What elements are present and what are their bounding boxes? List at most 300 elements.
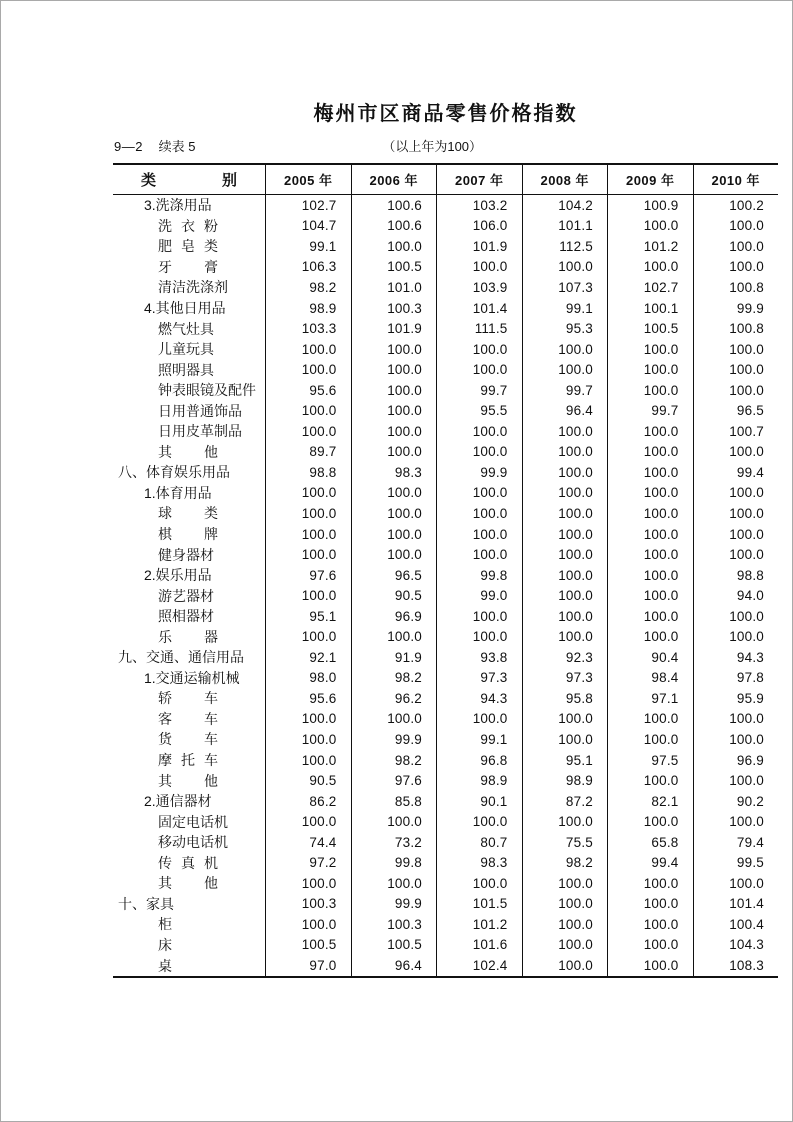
index-value-cell: 94.0 bbox=[693, 585, 779, 606]
index-value-cell: 98.9 bbox=[436, 770, 522, 791]
table-row bbox=[113, 750, 778, 771]
year-column-header: 2010 年 bbox=[693, 165, 779, 194]
table-row bbox=[113, 688, 778, 709]
row-category-cell bbox=[113, 257, 265, 278]
index-value-cell: 100.0 bbox=[607, 442, 693, 463]
row-category-cell bbox=[113, 380, 265, 401]
row-category-text: 桌 bbox=[158, 957, 172, 974]
table-row bbox=[113, 585, 778, 606]
index-value-cell: 100.0 bbox=[522, 585, 608, 606]
table-row bbox=[113, 400, 778, 421]
row-category-cell bbox=[113, 750, 265, 771]
row-category-cell bbox=[113, 216, 265, 237]
category-header-text: 类别 bbox=[141, 172, 237, 189]
index-value-cell: 104.7 bbox=[265, 216, 351, 237]
index-value-cell: 100.0 bbox=[693, 257, 779, 278]
index-value-cell: 100.0 bbox=[522, 894, 608, 915]
table-row bbox=[113, 955, 778, 976]
page-content bbox=[113, 1, 778, 978]
index-value-cell: 101.6 bbox=[436, 935, 522, 956]
index-value-cell: 100.0 bbox=[265, 503, 351, 524]
index-value-cell: 94.3 bbox=[693, 647, 779, 668]
index-value-cell: 100.0 bbox=[522, 442, 608, 463]
index-value-cell: 100.5 bbox=[351, 935, 437, 956]
index-value-cell: 106.3 bbox=[265, 257, 351, 278]
index-value-cell: 101.4 bbox=[693, 894, 779, 915]
index-value-cell: 98.2 bbox=[351, 750, 437, 771]
table-body bbox=[113, 195, 778, 976]
row-category-text: 健身器材 bbox=[158, 546, 214, 563]
table-row bbox=[113, 791, 778, 812]
index-value-cell: 101.9 bbox=[351, 318, 437, 339]
index-value-cell: 100.0 bbox=[607, 257, 693, 278]
index-value-cell: 100.0 bbox=[693, 729, 779, 750]
index-value-cell: 103.2 bbox=[436, 195, 522, 216]
index-value-cell: 100.0 bbox=[436, 811, 522, 832]
index-value-cell: 100.0 bbox=[522, 626, 608, 647]
row-category-text: 传真机 bbox=[158, 854, 218, 871]
index-value-cell: 100.0 bbox=[607, 955, 693, 976]
index-value-cell: 99.1 bbox=[522, 298, 608, 319]
index-value-cell: 99.8 bbox=[436, 565, 522, 586]
index-value-cell: 100.0 bbox=[693, 544, 779, 565]
year-column-header: 2006 年 bbox=[351, 165, 437, 194]
index-value-cell: 95.5 bbox=[436, 400, 522, 421]
index-value-cell: 100.0 bbox=[693, 442, 779, 463]
price-index-table bbox=[113, 163, 778, 978]
row-category-text: 固定电话机 bbox=[158, 813, 228, 830]
table-row bbox=[113, 298, 778, 319]
index-value-cell: 99.9 bbox=[351, 894, 437, 915]
index-value-cell: 100.0 bbox=[265, 811, 351, 832]
index-value-cell: 100.3 bbox=[351, 298, 437, 319]
table-row bbox=[113, 729, 778, 750]
row-category-cell bbox=[113, 709, 265, 730]
row-category-cell bbox=[113, 421, 265, 442]
index-value-cell: 99.9 bbox=[351, 729, 437, 750]
row-category-cell bbox=[113, 195, 265, 216]
index-value-cell: 108.3 bbox=[693, 955, 779, 976]
index-value-cell: 99.4 bbox=[693, 462, 779, 483]
row-category-cell bbox=[113, 894, 265, 915]
row-category-cell bbox=[113, 606, 265, 627]
row-category-text: 清洁洗涤剂 bbox=[158, 279, 228, 296]
index-value-cell: 101.5 bbox=[436, 894, 522, 915]
index-value-cell: 100.0 bbox=[265, 483, 351, 504]
index-value-cell: 100.0 bbox=[522, 709, 608, 730]
index-value-cell: 96.5 bbox=[693, 400, 779, 421]
index-value-cell: 96.5 bbox=[351, 565, 437, 586]
index-value-cell: 100.6 bbox=[351, 195, 437, 216]
index-value-cell: 99.4 bbox=[607, 853, 693, 874]
table-row bbox=[113, 811, 778, 832]
row-category-text: 4.其他日用品 bbox=[144, 300, 226, 316]
index-value-cell: 95.1 bbox=[522, 750, 608, 771]
row-category-cell bbox=[113, 873, 265, 894]
page-title: 梅州市区商品零售价格指数 bbox=[313, 103, 578, 125]
index-value-cell: 101.1 bbox=[522, 216, 608, 237]
table-row bbox=[113, 421, 778, 442]
year-column-header: 2009 年 bbox=[607, 165, 693, 194]
index-value-cell: 99.1 bbox=[436, 729, 522, 750]
row-category-text: 游艺器材 bbox=[158, 587, 214, 604]
index-value-cell: 73.2 bbox=[351, 832, 437, 853]
row-category-text: 牙膏 bbox=[158, 258, 218, 275]
index-value-cell: 100.0 bbox=[607, 606, 693, 627]
table-row bbox=[113, 216, 778, 237]
row-category-cell bbox=[113, 626, 265, 647]
row-category-text: 其他 bbox=[158, 875, 218, 892]
index-value-cell: 100.0 bbox=[607, 339, 693, 360]
index-value-cell: 79.4 bbox=[693, 832, 779, 853]
table-row bbox=[113, 770, 778, 791]
index-value-cell: 95.8 bbox=[522, 688, 608, 709]
table-number-line bbox=[114, 139, 195, 155]
table-row bbox=[113, 853, 778, 874]
index-value-cell: 100.0 bbox=[351, 380, 437, 401]
row-category-cell bbox=[113, 277, 265, 298]
index-value-cell: 99.9 bbox=[436, 462, 522, 483]
index-value-cell: 100.0 bbox=[436, 421, 522, 442]
row-category-text: 2.通信器材 bbox=[144, 793, 212, 810]
index-value-cell: 101.0 bbox=[351, 277, 437, 298]
index-value-cell: 100.0 bbox=[693, 873, 779, 894]
index-value-cell: 98.2 bbox=[265, 277, 351, 298]
index-value-cell: 100.0 bbox=[351, 873, 437, 894]
table-row bbox=[113, 524, 778, 545]
index-value-cell: 100.0 bbox=[351, 339, 437, 360]
index-value-cell: 65.8 bbox=[607, 832, 693, 853]
index-value-cell: 97.1 bbox=[607, 688, 693, 709]
index-value-cell: 100.0 bbox=[522, 606, 608, 627]
row-category-text: 八、体育娱乐用品 bbox=[118, 464, 230, 481]
table-row bbox=[113, 442, 778, 463]
row-category-cell bbox=[113, 483, 265, 504]
index-value-cell: 80.7 bbox=[436, 832, 522, 853]
index-value-cell: 98.0 bbox=[265, 668, 351, 689]
table-row bbox=[113, 894, 778, 915]
index-value-cell: 100.8 bbox=[693, 277, 779, 298]
index-value-cell: 100.0 bbox=[607, 544, 693, 565]
index-value-cell: 100.0 bbox=[436, 709, 522, 730]
index-value-cell: 99.7 bbox=[607, 400, 693, 421]
row-category-text: 1.体育用品 bbox=[144, 484, 212, 501]
index-value-cell: 100.0 bbox=[693, 216, 779, 237]
row-category-text: 燃气灶具 bbox=[158, 320, 214, 337]
index-value-cell: 100.0 bbox=[522, 503, 608, 524]
index-value-cell: 96.9 bbox=[351, 606, 437, 627]
index-value-cell: 100.0 bbox=[265, 709, 351, 730]
index-value-cell: 100.0 bbox=[693, 380, 779, 401]
index-value-cell: 100.0 bbox=[522, 544, 608, 565]
index-value-cell: 90.1 bbox=[436, 791, 522, 812]
row-category-cell bbox=[113, 832, 265, 853]
index-value-cell: 100.0 bbox=[607, 729, 693, 750]
index-value-cell: 92.3 bbox=[522, 647, 608, 668]
index-value-cell: 101.2 bbox=[607, 236, 693, 257]
index-value-cell: 112.5 bbox=[522, 236, 608, 257]
table-row bbox=[113, 277, 778, 298]
row-category-text: 1.交通运输机械 bbox=[144, 669, 240, 686]
index-value-cell: 100.0 bbox=[351, 400, 437, 421]
index-value-cell: 100.0 bbox=[351, 421, 437, 442]
index-value-cell: 99.7 bbox=[522, 380, 608, 401]
table-row bbox=[113, 359, 778, 380]
index-value-cell: 100.0 bbox=[693, 606, 779, 627]
index-value-cell: 101.9 bbox=[436, 236, 522, 257]
index-value-cell: 97.6 bbox=[265, 565, 351, 586]
index-value-cell: 100.0 bbox=[522, 955, 608, 976]
row-category-text: 日用普通饰品 bbox=[158, 402, 242, 419]
index-value-cell: 95.1 bbox=[265, 606, 351, 627]
row-category-text: 儿童玩具 bbox=[158, 341, 214, 358]
index-value-cell: 99.0 bbox=[436, 585, 522, 606]
index-value-cell: 99.1 bbox=[265, 236, 351, 257]
index-value-cell: 100.9 bbox=[607, 195, 693, 216]
index-value-cell: 100.0 bbox=[607, 626, 693, 647]
index-value-cell: 100.4 bbox=[693, 914, 779, 935]
index-value-cell: 100.0 bbox=[693, 236, 779, 257]
index-value-cell: 86.2 bbox=[265, 791, 351, 812]
index-value-cell: 100.0 bbox=[436, 339, 522, 360]
index-value-cell: 107.3 bbox=[522, 277, 608, 298]
row-category-cell bbox=[113, 544, 265, 565]
table-row bbox=[113, 318, 778, 339]
index-value-cell: 98.2 bbox=[351, 668, 437, 689]
index-value-cell: 100.0 bbox=[607, 770, 693, 791]
index-value-cell: 99.5 bbox=[693, 853, 779, 874]
index-value-cell: 102.7 bbox=[265, 195, 351, 216]
table-row bbox=[113, 565, 778, 586]
row-category-cell bbox=[113, 442, 265, 463]
index-base-note: （以上年为100） bbox=[382, 139, 483, 154]
index-value-cell: 100.0 bbox=[436, 359, 522, 380]
index-value-cell: 100.0 bbox=[351, 626, 437, 647]
index-value-cell: 74.4 bbox=[265, 832, 351, 853]
row-category-text: 照相器材 bbox=[158, 608, 214, 625]
index-value-cell: 100.0 bbox=[693, 483, 779, 504]
row-category-text: 棋牌 bbox=[158, 526, 218, 543]
row-category-cell bbox=[113, 791, 265, 812]
index-value-cell: 100.5 bbox=[351, 257, 437, 278]
index-value-cell: 82.1 bbox=[607, 791, 693, 812]
index-value-cell: 100.0 bbox=[693, 626, 779, 647]
index-value-cell: 101.2 bbox=[436, 914, 522, 935]
index-value-cell: 98.3 bbox=[436, 853, 522, 874]
index-value-cell: 100.0 bbox=[265, 729, 351, 750]
index-value-cell: 100.8 bbox=[693, 318, 779, 339]
row-category-text: 客车 bbox=[158, 710, 218, 727]
index-value-cell: 100.0 bbox=[607, 565, 693, 586]
table-row bbox=[113, 483, 778, 504]
index-value-cell: 101.4 bbox=[436, 298, 522, 319]
index-value-cell: 100.0 bbox=[522, 257, 608, 278]
index-value-cell: 100.0 bbox=[436, 483, 522, 504]
row-category-text: 九、交通、通信用品 bbox=[118, 649, 244, 666]
index-value-cell: 100.0 bbox=[351, 236, 437, 257]
index-value-cell: 100.0 bbox=[522, 935, 608, 956]
row-category-cell bbox=[113, 565, 265, 586]
index-value-cell: 100.0 bbox=[607, 421, 693, 442]
index-value-cell: 100.0 bbox=[607, 524, 693, 545]
row-category-cell bbox=[113, 400, 265, 421]
index-value-cell: 106.0 bbox=[436, 216, 522, 237]
index-value-cell: 100.0 bbox=[436, 544, 522, 565]
index-value-cell: 100.0 bbox=[693, 359, 779, 380]
index-value-cell: 100.0 bbox=[436, 257, 522, 278]
row-category-text: 日用皮革制品 bbox=[158, 423, 242, 440]
index-value-cell: 97.5 bbox=[607, 750, 693, 771]
row-category-text: 球类 bbox=[158, 505, 218, 522]
index-value-cell: 100.0 bbox=[436, 606, 522, 627]
index-value-cell: 102.4 bbox=[436, 955, 522, 976]
index-value-cell: 100.0 bbox=[693, 339, 779, 360]
index-value-cell: 100.0 bbox=[265, 750, 351, 771]
index-value-cell: 98.8 bbox=[265, 462, 351, 483]
index-value-cell: 100.0 bbox=[351, 524, 437, 545]
index-value-cell: 100.0 bbox=[265, 359, 351, 380]
index-value-cell: 100.0 bbox=[351, 483, 437, 504]
row-category-cell bbox=[113, 339, 265, 360]
row-category-cell bbox=[113, 298, 265, 319]
table-row bbox=[113, 195, 778, 216]
index-value-cell: 100.5 bbox=[265, 935, 351, 956]
table-row bbox=[113, 236, 778, 257]
table-row bbox=[113, 544, 778, 565]
index-value-cell: 100.0 bbox=[265, 421, 351, 442]
index-value-cell: 87.2 bbox=[522, 791, 608, 812]
index-value-cell: 90.5 bbox=[265, 770, 351, 791]
row-category-text: 移动电话机 bbox=[158, 834, 228, 851]
index-value-cell: 100.0 bbox=[351, 503, 437, 524]
index-value-cell: 98.9 bbox=[522, 770, 608, 791]
index-value-cell: 103.3 bbox=[265, 318, 351, 339]
index-value-cell: 100.0 bbox=[607, 380, 693, 401]
index-value-cell: 100.0 bbox=[522, 914, 608, 935]
table-row bbox=[113, 873, 778, 894]
index-value-cell: 100.0 bbox=[607, 935, 693, 956]
row-category-cell bbox=[113, 503, 265, 524]
year-column-header: 2005 年 bbox=[265, 165, 351, 194]
index-value-cell: 100.3 bbox=[351, 914, 437, 935]
index-value-cell: 98.8 bbox=[693, 565, 779, 586]
index-value-cell: 100.0 bbox=[607, 483, 693, 504]
index-value-cell: 100.0 bbox=[265, 914, 351, 935]
index-value-cell: 100.0 bbox=[607, 709, 693, 730]
index-value-cell: 100.0 bbox=[265, 873, 351, 894]
index-value-cell: 94.3 bbox=[436, 688, 522, 709]
index-value-cell: 100.0 bbox=[607, 216, 693, 237]
index-value-cell: 100.0 bbox=[265, 626, 351, 647]
index-value-cell: 100.0 bbox=[436, 442, 522, 463]
row-category-text: 2.娱乐用品 bbox=[144, 567, 212, 584]
index-value-cell: 97.2 bbox=[265, 853, 351, 874]
index-value-cell: 95.9 bbox=[693, 688, 779, 709]
table-row bbox=[113, 503, 778, 524]
index-value-cell: 100.2 bbox=[693, 195, 779, 216]
table-row bbox=[113, 626, 778, 647]
index-value-cell: 90.2 bbox=[693, 791, 779, 812]
table-row bbox=[113, 709, 778, 730]
index-value-cell: 92.1 bbox=[265, 647, 351, 668]
row-category-text: 轿车 bbox=[158, 690, 218, 707]
table-row bbox=[113, 257, 778, 278]
row-category-text: 肥皂类 bbox=[158, 238, 218, 255]
table-row bbox=[113, 935, 778, 956]
index-value-cell: 97.3 bbox=[436, 668, 522, 689]
table-number: 9—2 bbox=[114, 139, 143, 154]
row-category-cell bbox=[113, 770, 265, 791]
index-value-cell: 100.7 bbox=[693, 421, 779, 442]
row-category-cell bbox=[113, 359, 265, 380]
row-category-text: 乐器 bbox=[158, 628, 218, 645]
table-row bbox=[113, 832, 778, 853]
index-value-cell: 100.0 bbox=[265, 339, 351, 360]
index-value-cell: 100.0 bbox=[265, 544, 351, 565]
index-value-cell: 96.8 bbox=[436, 750, 522, 771]
index-value-cell: 93.8 bbox=[436, 647, 522, 668]
row-category-cell bbox=[113, 585, 265, 606]
index-value-cell: 97.0 bbox=[265, 955, 351, 976]
row-category-cell bbox=[113, 811, 265, 832]
row-category-cell bbox=[113, 729, 265, 750]
index-value-cell: 100.0 bbox=[607, 462, 693, 483]
index-value-cell: 97.8 bbox=[693, 668, 779, 689]
category-column-header bbox=[113, 165, 265, 194]
row-category-cell bbox=[113, 236, 265, 257]
index-value-cell: 98.3 bbox=[351, 462, 437, 483]
table-row bbox=[113, 668, 778, 689]
index-value-cell: 100.0 bbox=[693, 524, 779, 545]
index-value-cell: 96.2 bbox=[351, 688, 437, 709]
index-value-cell: 100.0 bbox=[522, 339, 608, 360]
subtitle-row bbox=[113, 139, 778, 155]
row-category-text: 钟表眼镜及配件 bbox=[158, 382, 256, 399]
index-value-cell: 99.8 bbox=[351, 853, 437, 874]
row-category-text: 十、家具 bbox=[118, 895, 174, 912]
index-value-cell: 95.6 bbox=[265, 380, 351, 401]
row-category-text: 洗衣粉 bbox=[158, 217, 218, 234]
row-category-cell bbox=[113, 935, 265, 956]
row-category-text: 摩托车 bbox=[158, 752, 218, 769]
row-category-text: 床 bbox=[158, 936, 172, 953]
continuation-label: 续表 5 bbox=[158, 139, 196, 154]
index-value-cell: 98.2 bbox=[522, 853, 608, 874]
index-value-cell: 100.0 bbox=[522, 873, 608, 894]
index-value-cell: 100.0 bbox=[522, 811, 608, 832]
table-row bbox=[113, 914, 778, 935]
index-value-cell: 95.3 bbox=[522, 318, 608, 339]
index-value-cell: 100.0 bbox=[607, 811, 693, 832]
row-category-text: 货车 bbox=[158, 731, 218, 748]
index-value-cell: 100.0 bbox=[522, 462, 608, 483]
index-value-cell: 100.0 bbox=[351, 442, 437, 463]
row-category-cell bbox=[113, 955, 265, 976]
index-value-cell: 98.9 bbox=[265, 298, 351, 319]
index-value-cell: 99.9 bbox=[693, 298, 779, 319]
row-category-text: 其他 bbox=[158, 443, 218, 460]
index-value-cell: 100.0 bbox=[351, 709, 437, 730]
index-value-cell: 100.0 bbox=[607, 585, 693, 606]
index-value-cell: 100.3 bbox=[265, 894, 351, 915]
index-value-cell: 104.2 bbox=[522, 195, 608, 216]
index-value-cell: 100.1 bbox=[607, 298, 693, 319]
index-value-cell: 97.6 bbox=[351, 770, 437, 791]
index-value-cell: 103.9 bbox=[436, 277, 522, 298]
row-category-cell bbox=[113, 524, 265, 545]
row-category-cell bbox=[113, 853, 265, 874]
index-value-cell: 75.5 bbox=[522, 832, 608, 853]
